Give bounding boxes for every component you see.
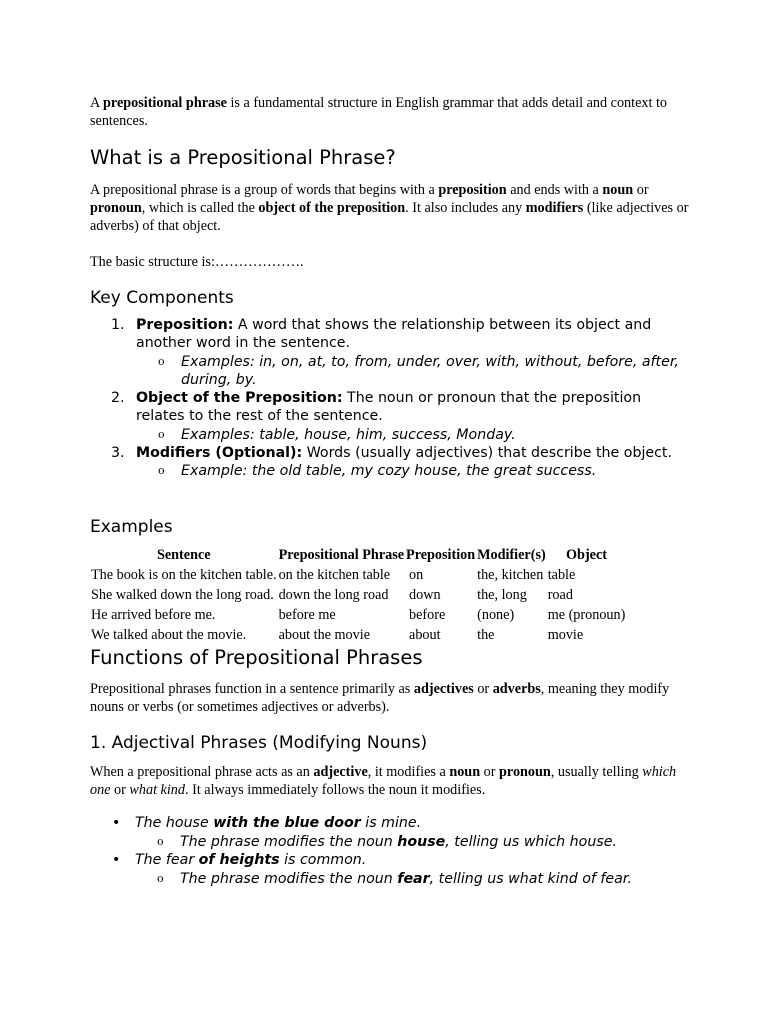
circle-bullet-icon: o: [157, 871, 164, 885]
table-cell: He arrived before me.: [91, 607, 216, 623]
table-cell: about the movie: [278, 627, 370, 643]
table-cell: We talked about the movie.: [91, 627, 247, 643]
table-cell: down the long road: [278, 587, 389, 603]
table-cell: movie: [547, 627, 584, 643]
component-example: o Example: the old table, my cozy house, the great success.: [158, 463, 597, 480]
column-header: Object: [566, 547, 607, 563]
list-item: • The fear of heights is common. o The phrase modifies the noun fear, telling us what kind of fear.: [90, 851, 710, 888]
functions-paragraph: Prepositional phrases function in a sentence primarily as adjectives or adverbs, meaning they modify nouns or verbs (or sometimes adjectives or adverbs).: [90, 681, 670, 715]
list-subitem: o The phrase modifies the noun house, telling us which house.: [157, 833, 617, 850]
table-row: [90, 565, 626, 585]
table-row: [90, 605, 626, 625]
column-header: Modifier(s): [477, 547, 546, 563]
circle-bullet-icon: o: [157, 834, 164, 848]
component-example: o Examples: in, on, at, to, from, under, over, with, without, before, after, during, by.: [158, 353, 679, 388]
intro-paragraph: A prepositional phrase is a fundamental structure in English grammar that adds detail and context to sentences.: [90, 95, 668, 129]
table-cell: before me: [278, 607, 336, 623]
circle-bullet-icon: o: [158, 464, 165, 478]
circle-bullet-icon: o: [158, 427, 165, 441]
table-cell: road: [547, 587, 573, 603]
table-row: [90, 625, 626, 645]
column-header: Prepositional Phrase: [278, 547, 405, 563]
component-example: o Examples: table, house, him, success, Monday.: [158, 426, 516, 443]
heading-examples: Examples: [90, 517, 173, 537]
table-cell: She walked down the long road.: [91, 587, 274, 603]
heading-functions: Functions of Prepositional Phrases: [90, 646, 423, 669]
table-cell: the, kitchen: [477, 567, 544, 583]
examples-table: [90, 547, 626, 645]
table-cell: the: [477, 627, 495, 643]
table-cell: (none): [477, 607, 515, 623]
table-cell: The book is on the kitchen table.: [91, 567, 277, 583]
table-header-row: [90, 547, 626, 565]
list-item: • The house with the blue door is mine. o The phrase modifies the noun house, telling us which house.: [90, 814, 710, 851]
component-item: 1. Preposition: A word that shows the relationship between its object and another word in the sentence. o Examples: in, on, at, to, from, under, over, with, without, before, after, during, by.: [90, 316, 690, 389]
key-components-list: [90, 316, 690, 481]
basic-structure-text: The basic structure is:……………….: [90, 254, 304, 270]
table-cell: table: [547, 567, 576, 583]
adjectival-examples-list: [90, 814, 710, 888]
column-header: Preposition: [406, 547, 476, 563]
table-cell: on the kitchen table: [278, 567, 391, 583]
adjectival-paragraph: When a prepositional phrase acts as an adjective, it modifies a noun or pronoun, usually telling which one or what kind. It always immediately follows the noun it modifies.: [90, 764, 677, 798]
circle-bullet-icon: o: [158, 354, 165, 368]
table-cell: before: [409, 607, 446, 623]
list-subitem: o The phrase modifies the noun fear, telling us what kind of fear.: [157, 870, 632, 887]
heading-what-is: What is a Prepositional Phrase?: [90, 146, 396, 169]
component-item: 3. Modifiers (Optional): Words (usually adjectives) that describe the object. o Example: the old table, my cozy house, the great success.: [90, 444, 690, 481]
component-item: 2. Object of the Preposition: The noun or pronoun that the preposition relates to the rest of the sentence. o Examples: table, house, him, success, Monday.: [90, 389, 690, 444]
bullet-icon: •: [112, 852, 121, 868]
column-header: Sentence: [156, 547, 211, 563]
bullet-icon: •: [112, 815, 121, 831]
definition-paragraph: A prepositional phrase is a group of words that begins with a preposition and ends with a noun or pronoun, which is called the object of the preposition. It also includes any modifiers (like adjectives or adverbs) of that object.: [90, 182, 689, 234]
heading-key-components: Key Components: [90, 288, 234, 308]
table-cell: the, long: [477, 587, 527, 603]
table-cell: about: [409, 627, 441, 643]
heading-adjectival: 1. Adjectival Phrases (Modifying Nouns): [90, 733, 428, 753]
table-cell: down: [409, 587, 441, 603]
table-row: [90, 585, 626, 605]
table-cell: me (pronoun): [547, 607, 626, 623]
table-cell: on: [409, 567, 424, 583]
